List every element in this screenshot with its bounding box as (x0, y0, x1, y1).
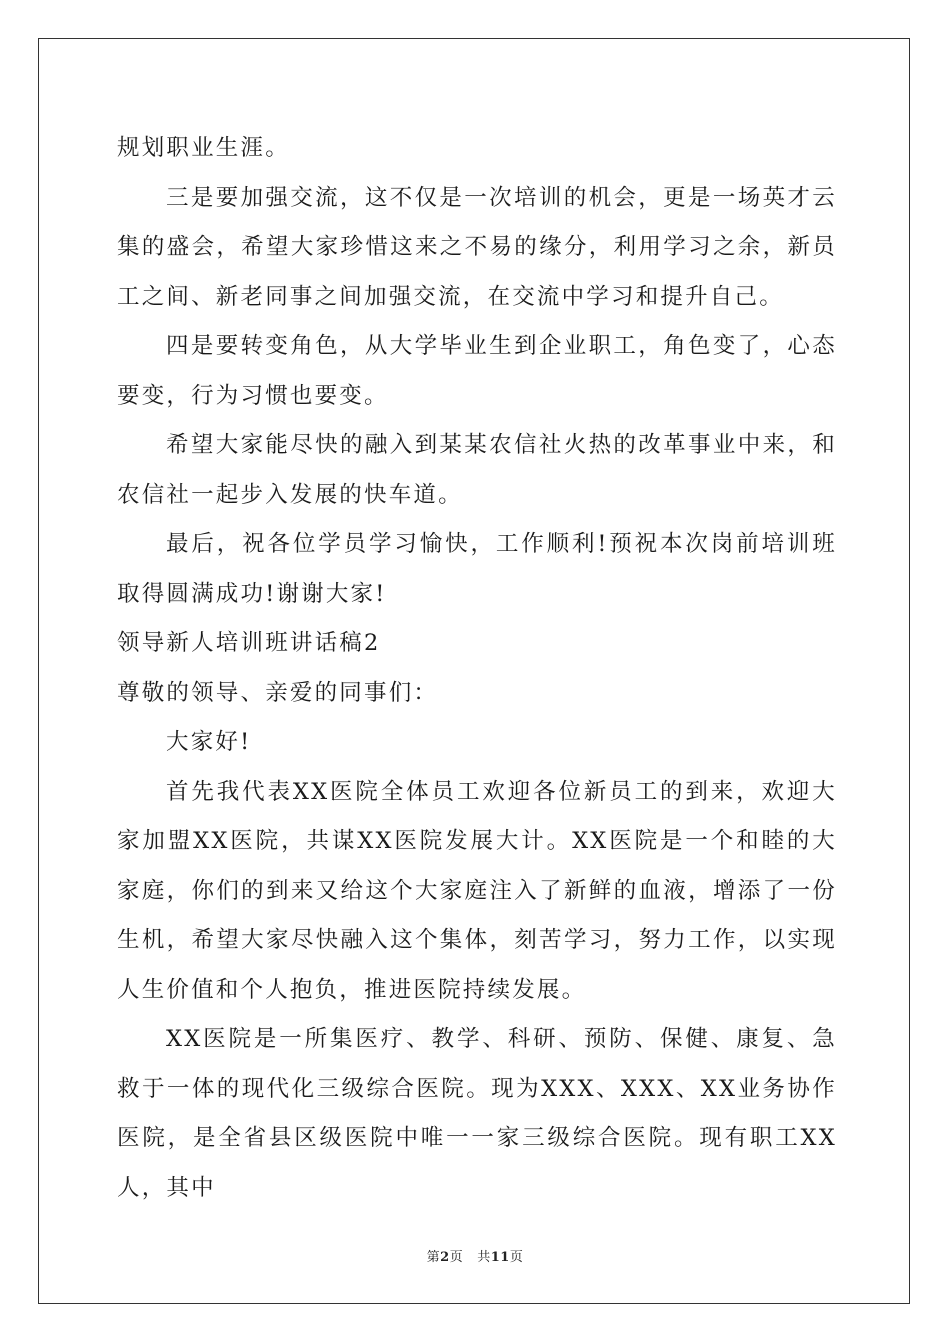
paragraph-10: XX医院是一所集医疗、教学、科研、预防、保健、康复、急救于一体的现代化三级综合医院。现为XXX、XXX、XX业务协作医院，是全省县区级医院中唯一一家三级综合医院。现有职工XX人，其中 (117, 1026, 837, 1201)
paragraph-9: 首先我代表XX医院全体员工欢迎各位新员工的到来，欢迎大家加盟XX医院，共谋XX医院发展大计。XX医院是一个和睦的大家庭，你们的到来又给这个大家庭注入了新鲜的血液，增添了一份生机，希望大家尽快融入这个集体，刻苦学习，努力工作，以实现人生价值和个人抱负，推进医院持续发展。 (117, 778, 838, 1003)
total-prefix: 共 (477, 1250, 491, 1265)
paragraph-3: 四是要转变角色，从大学毕业生到企业职工，角色变了，心态要变，行为习惯也要变。 (117, 333, 837, 409)
salutation: 尊敬的领导、亲爱的同事们： (117, 679, 439, 706)
section-title: 领导新人培训班讲话稿2 (117, 630, 381, 656)
page-number: 2 (440, 1250, 450, 1265)
paragraph-4: 希望大家能尽快的融入到某某农信社火热的改革事业中来，和农信社一起步入发展的快车道。 (117, 432, 837, 508)
total-suffix: 页 (509, 1250, 524, 1265)
document-body (117, 124, 837, 1213)
page-prefix: 第 (426, 1250, 441, 1265)
total-pages: 11 (490, 1250, 510, 1265)
page-suffix: 页 (449, 1250, 464, 1265)
page-footer (0, 1246, 950, 1265)
paragraph-2: 三是要加强交流，这不仅是一次培训的机会，更是一场英才云集的盛会，希望大家珍惜这来之不易的缘分，利用学习之余，新员工之间、新老同事之间加强交流，在交流中学习和提升自己。 (117, 184, 837, 310)
paragraph-1: 规划职业生涯。 (117, 135, 290, 161)
paragraph-5: 最后，祝各位学员学习愉快，工作顺利!预祝本次岗前培训班取得圆满成功!谢谢大家! (117, 531, 837, 607)
greeting: 大家好! (166, 729, 252, 755)
